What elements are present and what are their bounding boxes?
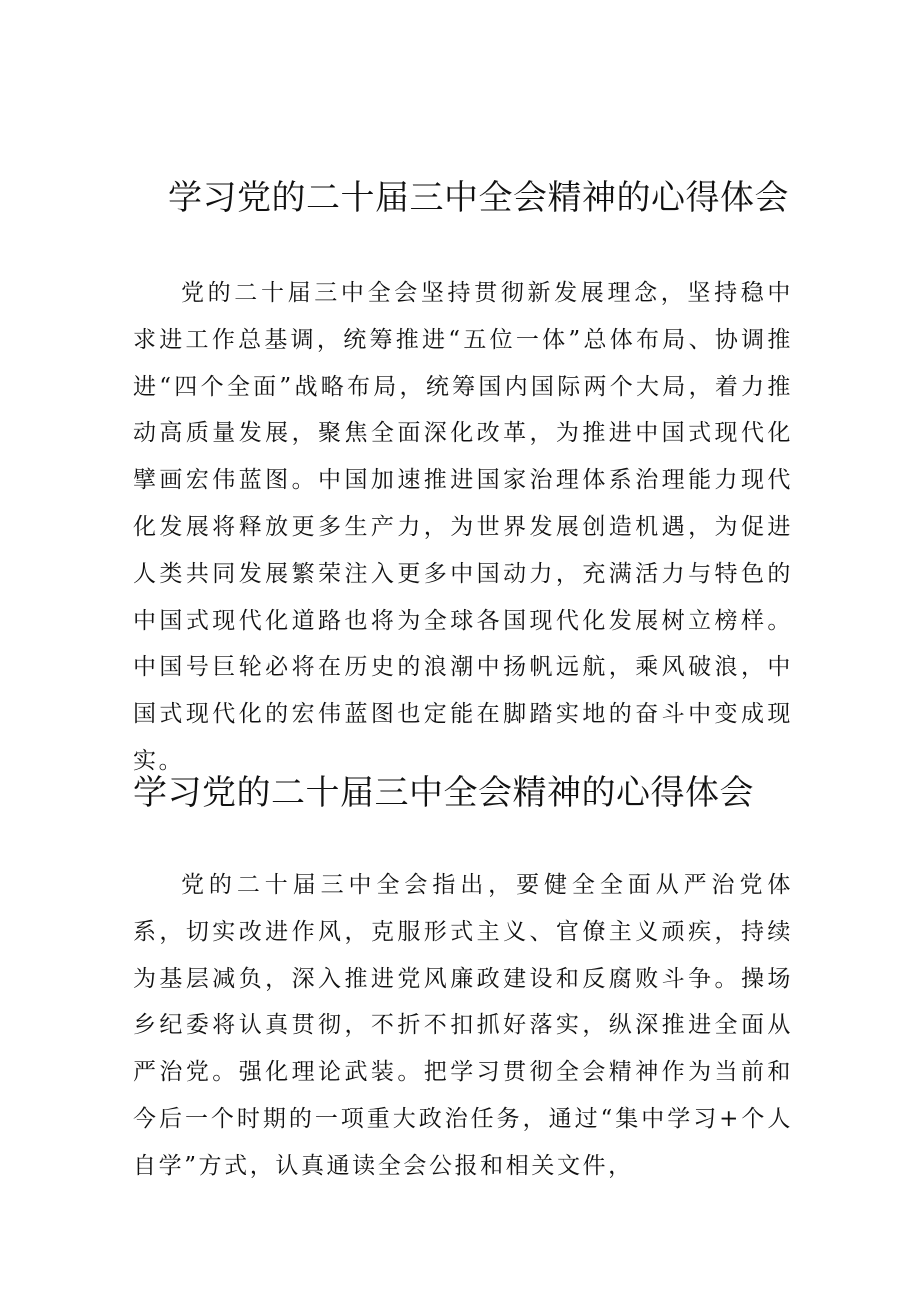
section-1-body: 党的二十届三中全会坚持贯彻新发展理念，坚持稳中求进工作总基调，统筹推进“五位一体”总体布局、协调推进“四个全面”战略布局，统筹国内国际两个大局，着力推动高质量发展，聚焦全面深化改革，为推进中国式现代化擘画宏伟蓝图。中国加速推进国家治理体系治理能力现代化发展将释放更多生产力，为世界发展创造机遇，为促进人类共同发展繁荣注入更多中国动力，充满活力与特色的中国式现代化道路也将为全球各国现代化发展树立榜样。中国号巨轮必将在历史的浪潮中扬帆远航，乘风破浪，中国式现代化的宏伟蓝图也定能在脚踏实地的奋斗中变成现实。 xyxy=(133,280,793,774)
section-2-body: 党的二十届三中全会指出，要健全全面从严治党体系，切实改进作风，克服形式主义、官僚主义顽疾，持续为基层减负，深入推进党风廉政建设和反腐败斗争。操场乡纪委将认真贯彻，不折不扣抓好落实，纵深推进全面从严治党。强化理论武装。把学习贯彻全会精神作为当前和今后一个时期的一项重大政治任务，通过“集中学习+个人自学”方式，认真通读全会公报和相关文件， xyxy=(133,872,793,1179)
section-1-title: 学习党的二十届三中全会精神的心得体会 xyxy=(168,178,789,218)
section-2-title: 学习党的二十届三中全会精神的心得体会 xyxy=(133,773,754,813)
